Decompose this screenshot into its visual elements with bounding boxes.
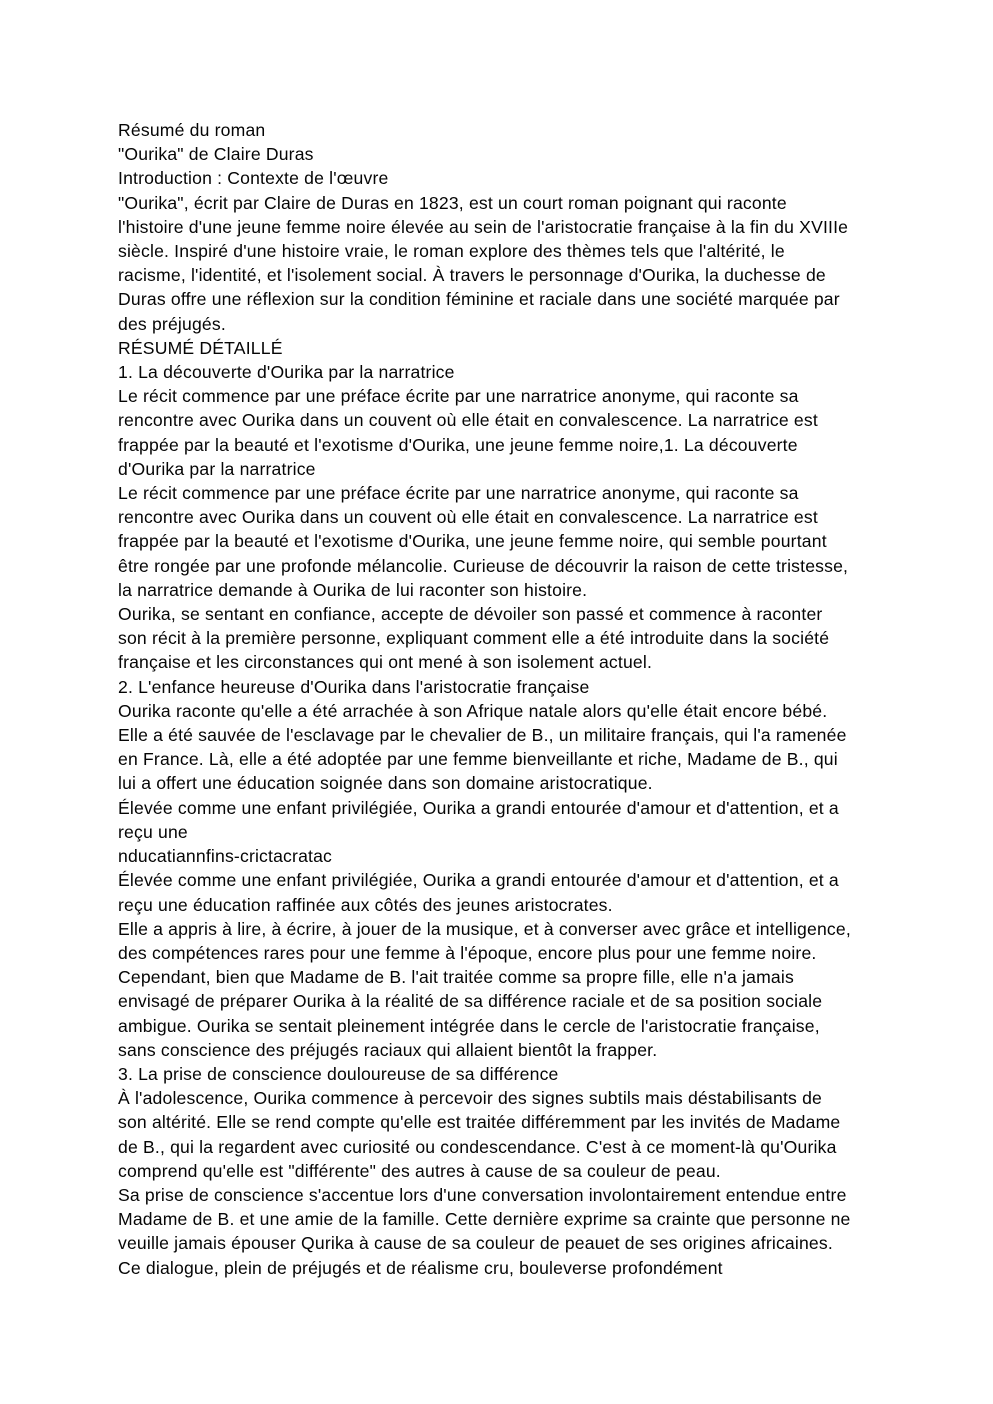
document-line: veuille jamais épouser Qurika à cause de sa couleur de peauet de ses origines africaines. <box>118 1233 833 1254</box>
document-line: Madame de B. et une amie de la famille. Cette dernière exprime sa crainte que personne ne <box>118 1209 851 1230</box>
document-line: 1. La découverte d'Ourika par la narratrice <box>118 362 455 383</box>
document-line: reçu une <box>118 821 188 842</box>
document-line: lui a offert une éducation soignée dans son domaine aristocratique. <box>118 773 653 794</box>
document-line: RÉSUMÉ DÉTAILLÉ <box>118 337 283 358</box>
document-line: Résumé du roman <box>118 120 266 140</box>
document-line: ambigue. Ourika se sentait pleinement intégrée dans le cercle de l'aristocratie française, <box>118 1015 820 1036</box>
document-line: "Ourika" de Claire Duras <box>118 144 314 165</box>
document-line: en France. Là, elle a été adoptée par une femme bienveillante et riche, Madame de B., qui <box>118 749 838 770</box>
document-line: son récit à la première personne, expliquant comment elle a été introduite dans la société <box>118 628 830 649</box>
document-line: "Ourika", écrit par Claire de Duras en 1823, est un court roman poignant qui raconte <box>118 192 787 213</box>
document-line: de B., qui la regardent avec curiosité ou condescendance. C'est à ce moment-là qu'Ourika <box>118 1136 837 1157</box>
document-line: frappée par la beauté et l'exotisme d'Ourika, une jeune femme noire,1. La découverte <box>118 434 798 455</box>
document-line: française et les circonstances qui ont mené à son isolement actuel. <box>118 652 653 673</box>
document-line: Ourika, se sentant en confiance, accepte de dévoiler son passé et commence à raconter <box>118 604 823 625</box>
document-line: reçu une éducation raffinée aux côtés des jeunes aristocrates. <box>118 894 613 915</box>
document-line: des compétences rares pour une femme à l'époque, encore plus pour une femme noire. <box>118 942 817 963</box>
document-line: Élevée comme une enfant privilégiée, Ourika a grandi entourée d'amour et d'attention, et a <box>118 870 839 891</box>
document-line: Elle a appris à lire, à écrire, à jouer de la musique, et à converser avec grâce et intelligence, <box>118 918 851 939</box>
document-line: l'histoire d'une jeune femme noire élevée au sein de l'aristocratie française à la fin du XVIIIe <box>118 216 849 237</box>
document-line: envisagé de préparer Ourika à la réalité de sa différence raciale et de sa position sociale <box>118 991 823 1012</box>
document-line: son altérité. Elle se rend compte qu'elle est traitée différemment par les invités de Madame <box>118 1112 841 1133</box>
document-line: Duras offre une réflexion sur la condition féminine et raciale dans une société marquée par <box>118 289 840 310</box>
document-line: Sa prise de conscience s'accentue lors d'une conversation involontairement entendue entre <box>118 1184 847 1205</box>
document-line: Le récit commence par une préface écrite par une narratrice anonyme, qui raconte sa <box>118 386 799 407</box>
document-line: Le récit commence par une préface écrite par une narratrice anonyme, qui raconte sa <box>118 483 799 504</box>
document-line: 2. L'enfance heureuse d'Ourika dans l'aristocratie française <box>118 676 590 697</box>
document-line: Ce dialogue, plein de préjugés et de réalisme cru, bouleverse profondément <box>118 1257 723 1278</box>
document-line: siècle. Inspiré d'une histoire vraie, le roman explore des thèmes tels que l'altérité, le <box>118 241 785 262</box>
document-line: Ourika raconte qu'elle a été arrachée à son Afrique natale alors qu'elle était encore bébé. <box>118 700 828 721</box>
document-line: frappée par la beauté et l'exotisme d'Ourika, une jeune femme noire, qui semble pourtant <box>118 531 827 552</box>
document-line: rencontre avec Ourika dans un couvent où elle était en convalescence. La narratrice est <box>118 507 818 528</box>
document-line: d'Ourika par la narratrice <box>118 458 316 479</box>
document-line: 3. La prise de conscience douloureuse de sa différence <box>118 1063 559 1084</box>
document-line: rencontre avec Ourika dans un couvent où elle était en convalescence. La narratrice est <box>118 410 818 431</box>
document-text-body <box>118 118 908 1280</box>
document-line: Élevée comme une enfant privilégiée, Ourika a grandi entourée d'amour et d'attention, et a <box>118 797 839 818</box>
document-line: nducatiannfins-crictacratac <box>118 846 333 867</box>
document-line: des préjugés. <box>118 313 226 334</box>
document-line: la narratrice demande à Ourika de lui raconter son histoire. <box>118 579 588 600</box>
document-line: comprend qu'elle est "différente" des autres à cause de sa couleur de peau. <box>118 1160 721 1181</box>
document-line: Introduction : Contexte de l'œuvre <box>118 168 389 189</box>
document-line: sans conscience des préjugés raciaux qui allaient bientôt la frapper. <box>118 1039 658 1060</box>
document-line: être rongée par une profonde mélancolie. Curieuse de découvrir la raison de cette tristesse, <box>118 555 849 576</box>
document-line: Elle a été sauvée de l'esclavage par le chevalier de B., un militaire français, qui l'a ramenée <box>118 725 847 746</box>
document-line: À l'adolescence, Ourika commence à percevoir des signes subtils mais déstabilisants de <box>118 1088 823 1109</box>
document-line: Cependant, bien que Madame de B. l'ait traitée comme sa propre fille, elle n'a jamais <box>118 967 794 988</box>
document-line: racisme, l'identité, et l'isolement social. À travers le personnage d'Ourika, la duchesse de <box>118 265 826 286</box>
